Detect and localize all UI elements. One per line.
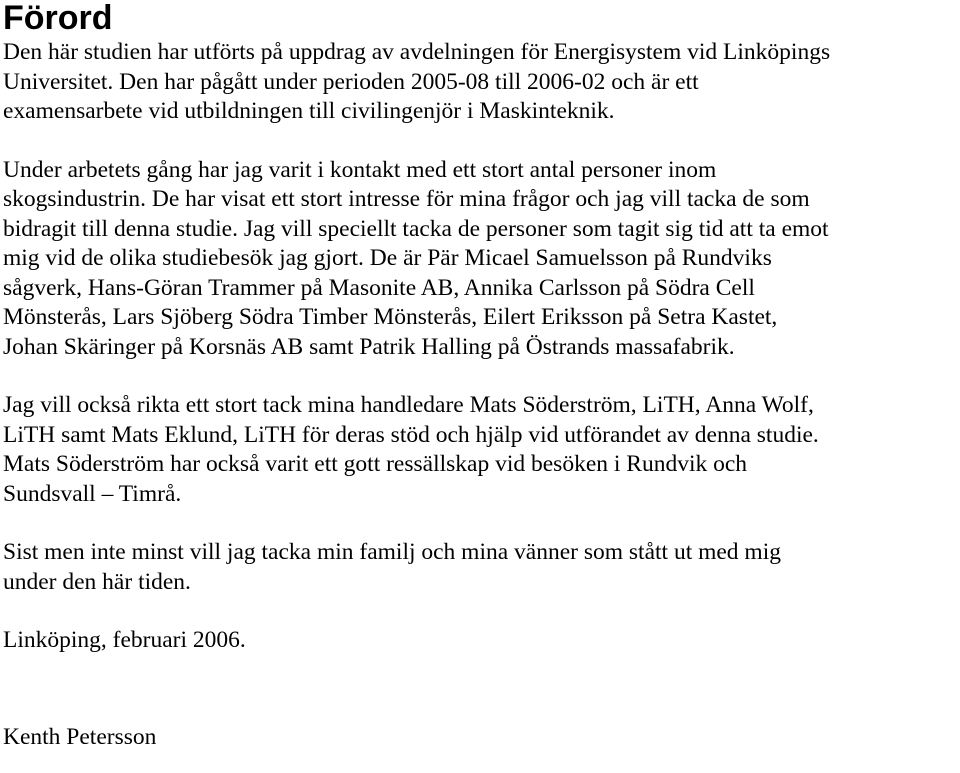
text-line: Mönsterås, Lars Sjöberg Södra Timber Mönsterås, Eilert Eriksson på Setra Kastet, <box>3 304 778 330</box>
text-line: Universitet. Den har pågått under perioden 2005-08 till 2006-02 och är ett <box>3 68 699 95</box>
paragraph-supervisors <box>3 391 955 509</box>
text-line: Sist men inte minst vill jag tacka min familj och mina vänner som stått ut med mig <box>3 539 781 565</box>
text-line: bidragit till denna studie. Jag vill speciellt tacka de personer som tagit sig tid att ta emot <box>3 215 829 242</box>
paragraph-family <box>3 538 955 597</box>
text-line: under den här tiden. <box>3 568 191 595</box>
text-line: Linköping, februari 2006. <box>3 627 246 653</box>
text-line: skogsindustrin. De har visat ett stort intresse för mina frågor och jag vill tacka de som <box>3 186 810 212</box>
document-page <box>3 0 955 752</box>
text-line: mig vid de olika studiebesök jag gjort. De är Pär Micael Samuelsson på Rundviks <box>3 245 772 271</box>
text-line: Johan Skäringer på Korsnäs AB samt Patrik Halling på Östrands massafabrik. <box>3 333 735 360</box>
place-and-date <box>3 626 955 656</box>
author-signature <box>3 723 955 753</box>
text-line: LiTH samt Mats Eklund, LiTH för deras stöd och hjälp vid utförandet av denna studie. <box>3 421 819 448</box>
paragraph-intro <box>3 38 955 127</box>
text-line: Under arbetets gång har jag varit i kontakt med ett stort antal personer inom <box>3 156 717 183</box>
author-name: Kenth Petersson <box>3 723 157 750</box>
text-line: Den här studien har utförts på uppdrag av avdelningen för Energisystem vid Linköpings <box>3 39 831 65</box>
text-line: Jag vill också rikta ett stort tack mina handledare Mats Söderström, LiTH, Anna Wolf, <box>3 392 814 418</box>
text-line: Sundsvall – Timrå. <box>3 480 182 507</box>
text-line: examensarbete vid utbildningen till civilingenjör i Maskinteknik. <box>3 98 615 124</box>
text-line: Mats Söderström har också varit ett gott ressällskap vid besöken i Rundvik och <box>3 451 748 477</box>
text-line: sågverk, Hans-Göran Trammer på Masonite AB, Annika Carlsson på Södra Cell <box>3 274 755 301</box>
paragraph-industry-contacts <box>3 156 955 363</box>
page-title: Förord <box>3 0 113 37</box>
